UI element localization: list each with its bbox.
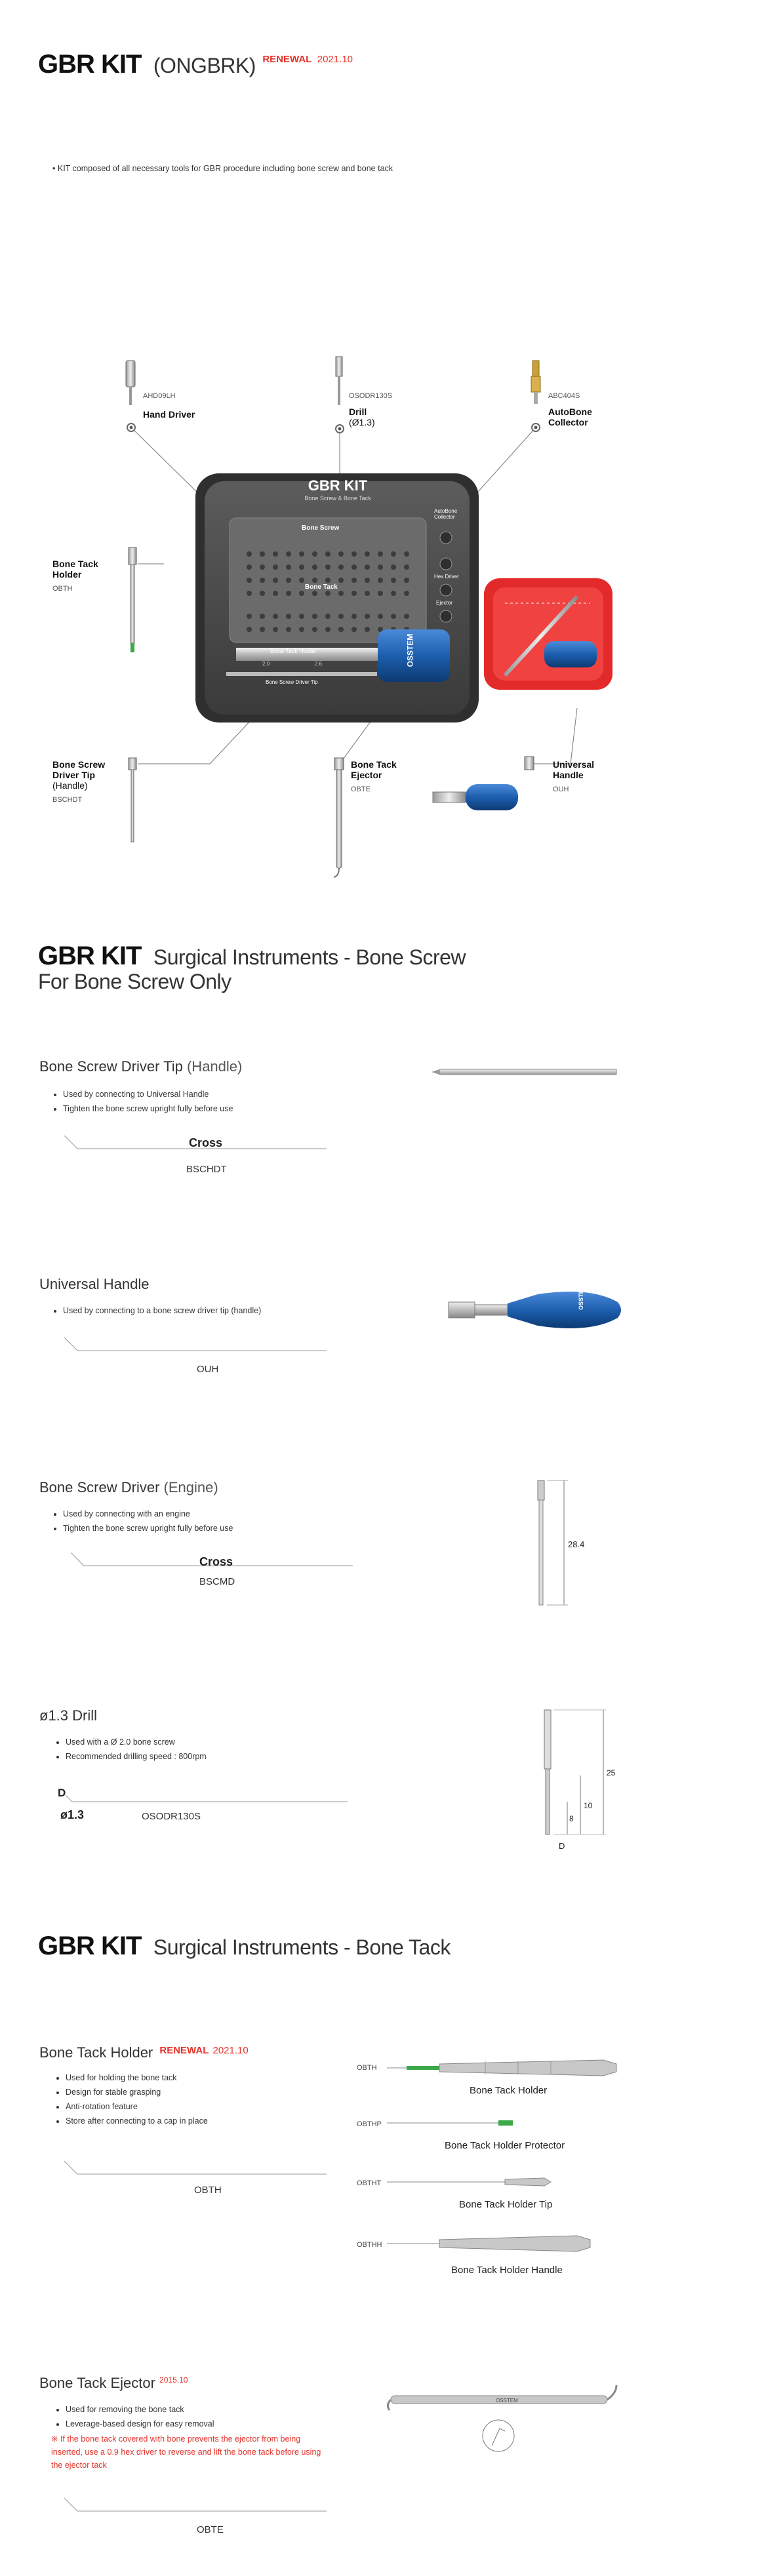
callout-drill-code: OSODR130S [349, 392, 393, 400]
part-name-obth: Bone Tack Holder [470, 2085, 548, 2096]
callout-ejector-name2: Ejector [351, 770, 382, 780]
driver-tip-name-sub: (Handle) [186, 1058, 243, 1075]
drill-col-label: D [58, 1787, 66, 1799]
callout-ejector [351, 759, 397, 793]
ejector-bullets [52, 2402, 214, 2431]
driver-engine-name: Bone Screw Driver [39, 1479, 160, 1496]
section-screw-subtitle2: For Bone Screw Only [38, 970, 231, 993]
bullet: • Used by connecting to Universal Handle [63, 1087, 233, 1101]
callout-hand-driver [143, 392, 195, 420]
part-image-protector [387, 2115, 518, 2131]
case-subtitle: Bone Screw & Bone Tack [304, 495, 371, 502]
driver-tip-type: Cross [189, 1136, 223, 1149]
ejector-code: OBTE [197, 2524, 224, 2535]
page-title: GBR KIT [38, 50, 142, 79]
driver-tip-title [39, 1058, 242, 1075]
bullet: • Tighten the bone screw upright fully before use [63, 1101, 233, 1116]
part-code-obth: OBTH [357, 2064, 377, 2072]
page-header [38, 50, 628, 83]
screw-driver-tip-icon [129, 758, 136, 842]
inner-label-ejector: Ejector [436, 600, 452, 606]
holder-name: Bone Tack Holder [39, 2044, 153, 2061]
drill-value: ø1.3 [60, 1808, 85, 1821]
bullet-dot: • [52, 164, 58, 173]
driver-engine-type: Cross [199, 1555, 233, 1568]
callout-ejector-name: Bone Tack [351, 759, 397, 770]
bullet: • Leverage-based design for easy removal [66, 2417, 214, 2431]
bullet: • Used by connecting to a bone screw driver tip (handle) [63, 1303, 261, 1318]
callout-bone-tack-holder [52, 559, 98, 593]
renewal-date: 2021.10 [317, 54, 353, 65]
callout-holder-name2: Holder [52, 569, 82, 580]
callout-hand-driver-code: AHD09LH [143, 392, 176, 400]
callout-drill [349, 392, 392, 427]
part-image-handle [387, 2232, 597, 2255]
ejector-warning [51, 2432, 327, 2472]
spec-table-line [64, 1338, 327, 1357]
inner-label-driver-tip: Bone Screw Driver Tip [266, 679, 318, 685]
callout-drill-sub: (Ø1.3) [349, 417, 375, 427]
callout-autobone [548, 392, 592, 427]
drill-dim-short: 8 [569, 1814, 574, 1823]
universal-handle-icon [433, 757, 534, 810]
part-name-obtht: Bone Tack Holder Tip [459, 2199, 553, 2210]
callout-universal [553, 759, 594, 793]
section-tack-title: GBR KIT [38, 1932, 142, 1960]
case-title: GBR KIT [308, 477, 368, 494]
driver-engine-name-sub: (Engine) [163, 1479, 218, 1496]
ejector-new-date: 2015.10 [159, 2375, 188, 2385]
inner-label-holder: Bone Tack Holder [270, 648, 317, 654]
holder-code: OBTH [194, 2185, 222, 2196]
driver-engine-dim: 28.4 [568, 1539, 585, 1549]
section-screw-title: GBR KIT [38, 941, 142, 970]
driver-engine-code: BSCMD [199, 1576, 235, 1587]
callout-universal-name: Universal [553, 759, 595, 770]
driver-tip-bullets [50, 1087, 233, 1116]
holder-renewal-date: 2021.10 [212, 2045, 249, 2056]
callout-tip-name2: Driver Tip [52, 770, 96, 780]
callout-tip-name: Bone Screw [52, 759, 106, 770]
part-name-obthh: Bone Tack Holder Handle [451, 2265, 563, 2276]
callout-autobone-name: AutoBone [548, 406, 592, 417]
holder-title [39, 2044, 249, 2061]
bullet: • Used by connecting with an engine [63, 1507, 233, 1521]
driver-tip-image [426, 1062, 623, 1082]
section-screw-header [38, 941, 694, 994]
part-image-tip [387, 2174, 557, 2190]
callout-universal-name2: Handle [553, 770, 584, 780]
ejector-icon [334, 758, 344, 877]
drill-dim-total: 25 [607, 1768, 616, 1777]
bullet: • Tighten the bone screw upright fully before use [63, 1521, 233, 1536]
spec-table-line [66, 1789, 354, 1808]
hand-driver-icon [126, 361, 135, 405]
bullet: • Used for removing the bone tack [66, 2402, 214, 2417]
part-image-holder [387, 2055, 623, 2081]
callout-screw-driver-tip [52, 759, 105, 804]
drill-dim-d: D [559, 1841, 565, 1851]
universal-handle-image [446, 1284, 630, 1336]
section-screw-subtitle: Surgical Instruments - Bone Screw [153, 945, 466, 969]
universal-handle-title: Universal Handle [39, 1276, 150, 1292]
bullet: • Store after connecting to a cap in place [66, 2114, 208, 2128]
bullet: • Anti-rotation feature [66, 2099, 208, 2114]
driver-tip-code: BSCHDT [186, 1164, 227, 1175]
part-name-obthp: Bone Tack Holder Protector [445, 2140, 565, 2151]
inner-label-size-large: 2.6 [315, 661, 323, 667]
ejector-brand: OSSTEM [496, 2398, 518, 2404]
spec-table-line [64, 2498, 327, 2518]
callout-ejector-code: OBTE [351, 785, 371, 793]
universal-handle-code: OUH [197, 1364, 219, 1375]
section-tack-subtitle: Surgical Instruments - Bone Tack [153, 1935, 451, 1959]
callout-drill-name: Drill [349, 406, 367, 417]
driver-engine-title [39, 1479, 218, 1496]
red-case [484, 578, 612, 690]
warning-icon: ※ [51, 2434, 60, 2444]
bullet: • Recommended drilling speed : 800rpm [66, 1749, 207, 1764]
ejector-name: Bone Tack Ejector [39, 2375, 155, 2391]
callout-tip-code: BSCHDT [52, 796, 83, 804]
inner-label-hex-driver: Hex Driver [434, 574, 459, 580]
ejector-title [39, 2375, 188, 2392]
section-tack-header [38, 1932, 694, 1961]
kit-description [52, 164, 393, 173]
drill-dim-mid: 10 [584, 1801, 593, 1810]
drill-title: ø1.3 Drill [39, 1707, 98, 1724]
osstem-logo-text: OSSTEM [578, 1284, 584, 1310]
bullet: • Design for stable grasping [66, 2085, 208, 2099]
part-code-obtht: OBTHT [357, 2179, 382, 2187]
universal-handle-bullets [50, 1303, 261, 1318]
callout-tip-name3: (Handle) [52, 780, 88, 791]
renewal-badge: RENEWAL [262, 54, 312, 65]
holder-bullets [52, 2071, 208, 2128]
spec-table-line [64, 2161, 327, 2181]
bullet: • Used with a Ø 2.0 bone screw [66, 1735, 207, 1749]
part-code-obthh: OBTHH [357, 2241, 382, 2249]
driver-engine-image [525, 1475, 603, 1619]
drill-image [525, 1703, 630, 1854]
part-code-obthp: OBTHP [357, 2120, 382, 2128]
drill-icon [336, 357, 342, 405]
callout-universal-code: OUH [553, 785, 569, 793]
kit-code: (ONGBRK) [153, 54, 256, 77]
callout-holder-code: OBTH [52, 585, 73, 593]
kit-description-text: KIT composed of all necessary tools for GBR procedure including bone screw and bone tack [57, 164, 393, 173]
ejector-image [380, 2373, 630, 2452]
inner-label-size-small: 2.0 [262, 661, 270, 667]
drill-code: OSODR130S [142, 1811, 201, 1822]
callout-hand-driver-name: Hand Driver [143, 409, 195, 420]
osstem-logo: OSSTEM [405, 633, 415, 667]
callout-autobone-code: ABC404S [548, 392, 580, 400]
callout-autobone-name2: Collector [548, 417, 588, 427]
holder-renewal: RENEWAL [159, 2045, 209, 2056]
inner-label-autobone: AutoBone Collector [434, 508, 458, 520]
drill-bullets [52, 1735, 207, 1764]
inner-label-bone-tack: Bone Tack [305, 584, 338, 591]
driver-tip-name: Bone Screw Driver Tip [39, 1058, 183, 1075]
inner-label-bone-screw: Bone Screw [302, 525, 340, 532]
driver-engine-bullets [50, 1507, 233, 1536]
bone-tack-holder-icon [129, 547, 136, 652]
bullet: • Used for holding the bone tack [66, 2071, 208, 2085]
autobone-collector-icon [531, 361, 540, 404]
callout-holder-name: Bone Tack [52, 559, 98, 569]
ejector-warning-text: If the bone tack covered with bone prevents the ejector from being inserted, use a 0.9 hex driver to reverse and lift the bone tack before using the ejector tack [51, 2434, 321, 2470]
